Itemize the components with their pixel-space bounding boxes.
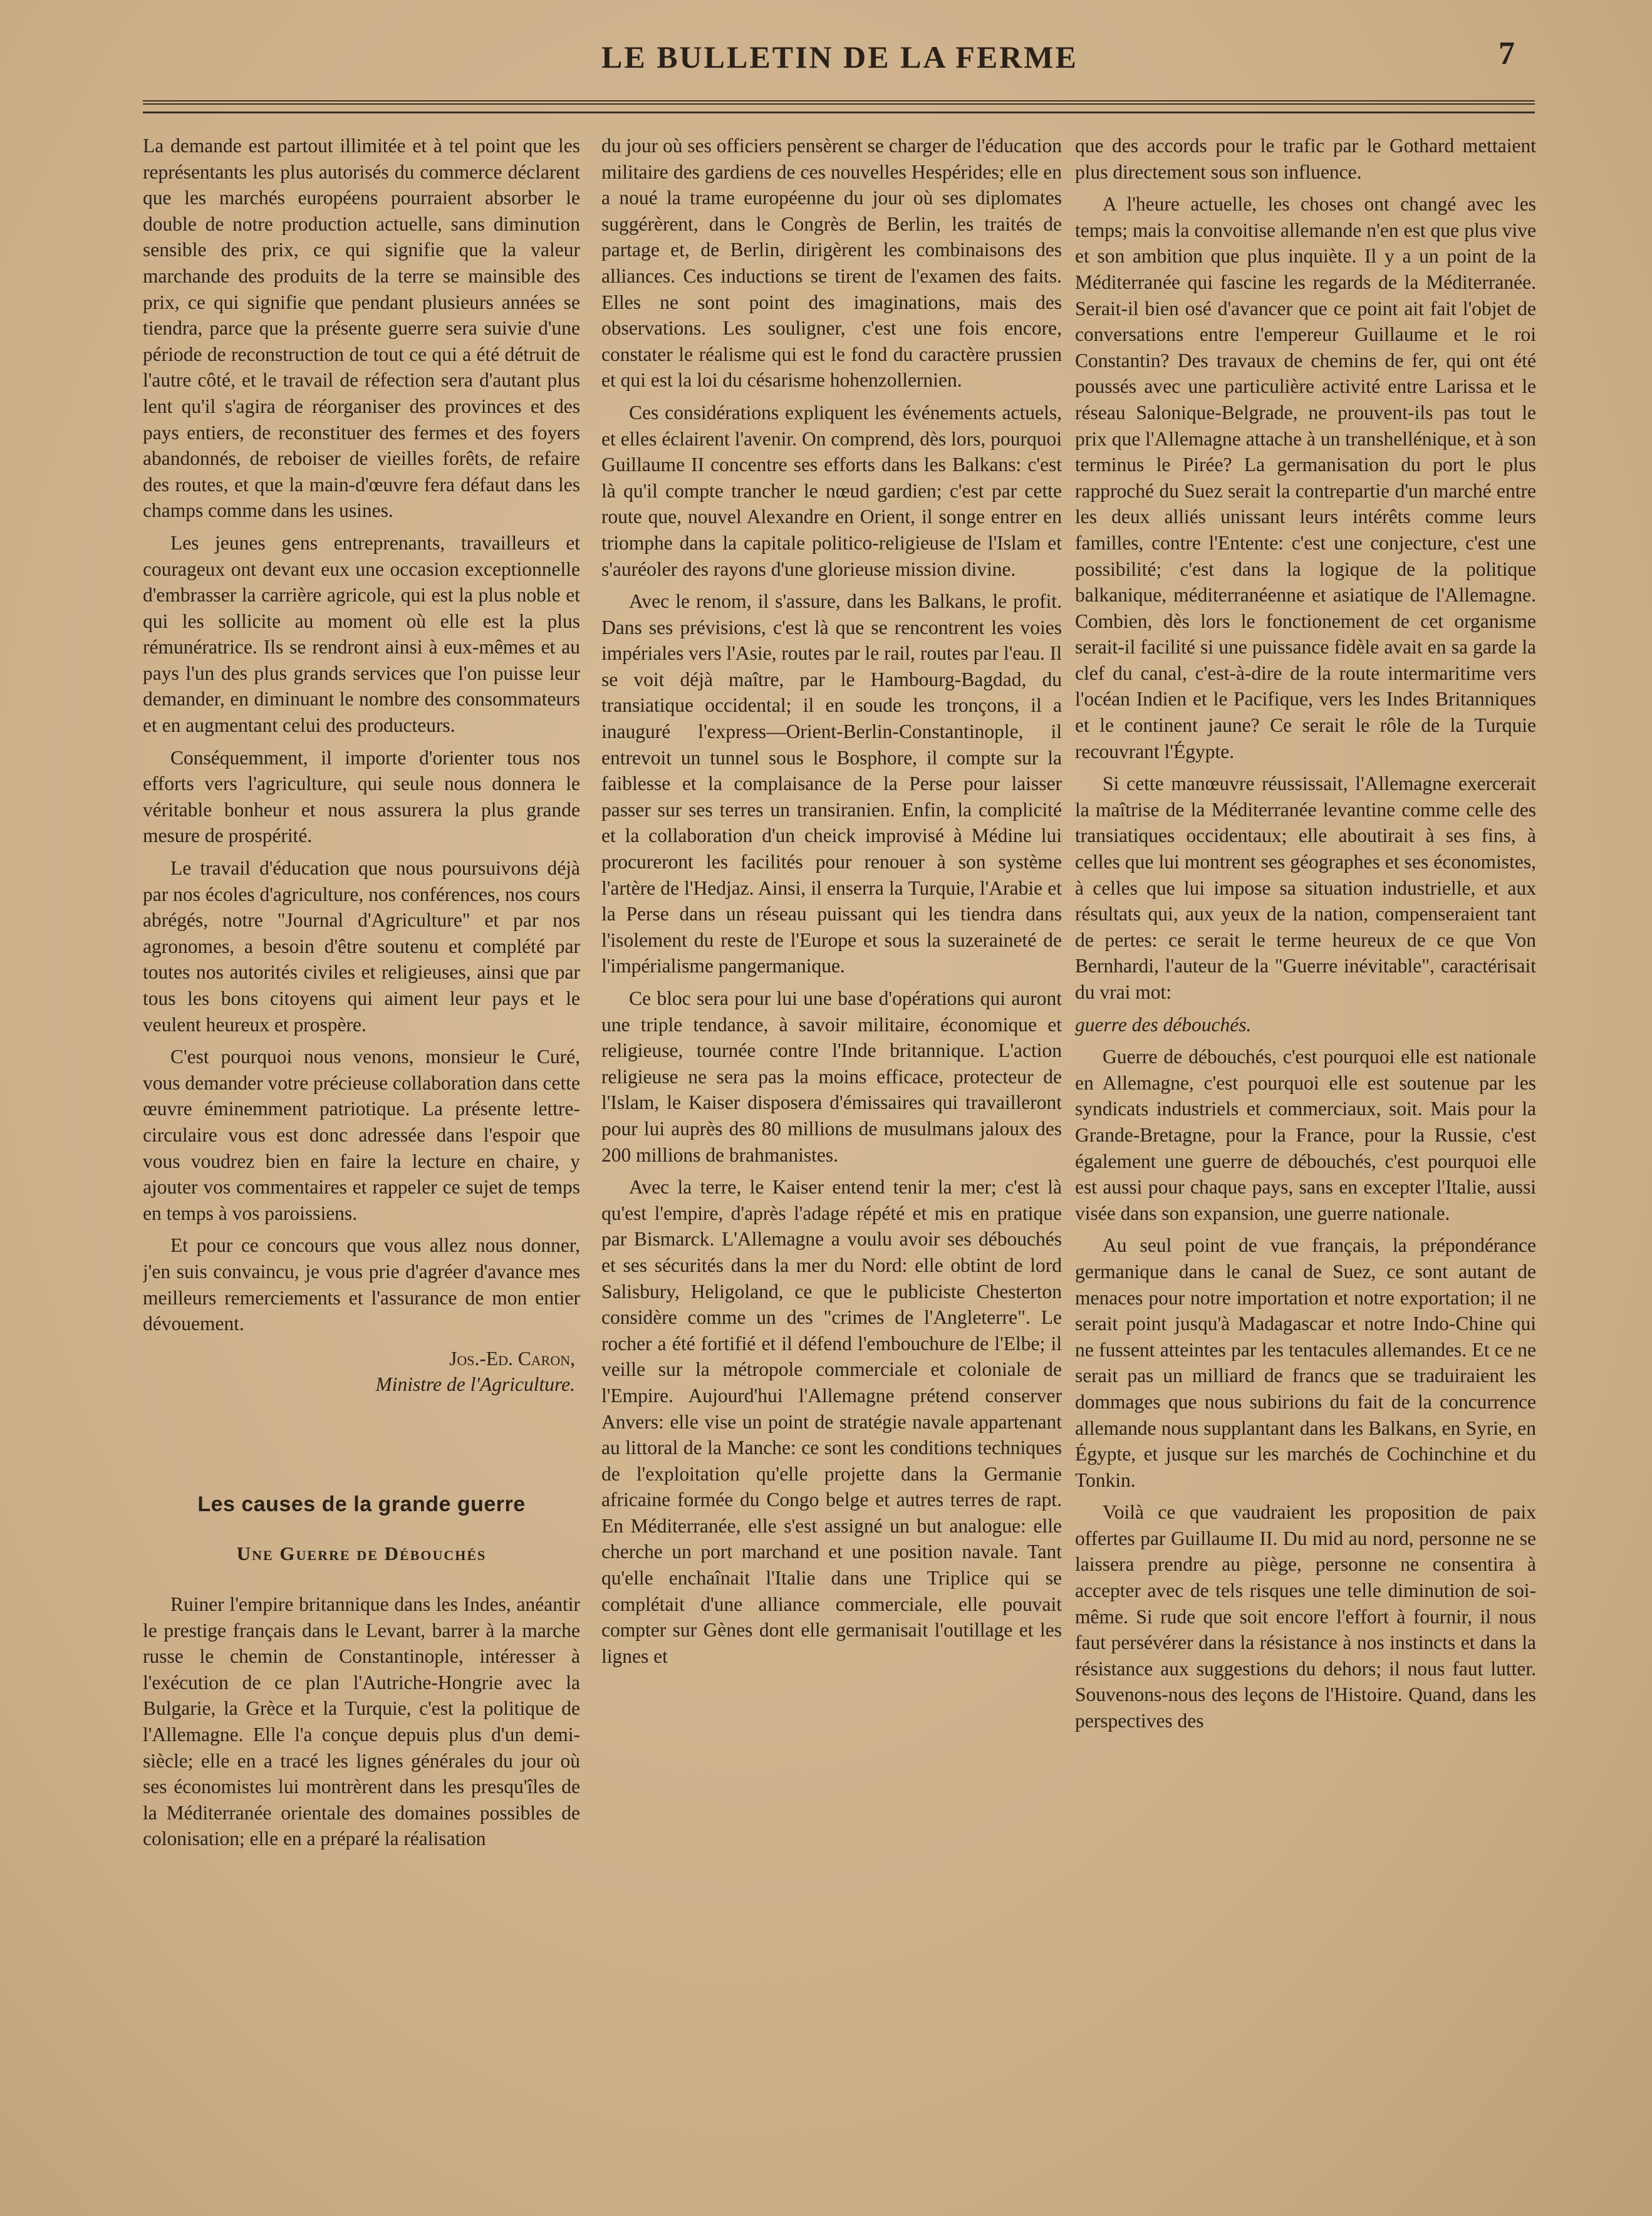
page-number: 7: [1499, 36, 1515, 71]
signature: [143, 1346, 575, 1398]
paragraph: Ruiner l'empire britannique dans les Indes, anéantir le prestige français dans le Levant, barrer à la marche russe le chemin de Constantinople, intéresser à l'exécution de ce plan l'Autriche-Hongrie avec la Bulgarie, la Grèce et la Turquie, c'est la politique de l'Allemagne. Elle l'a conçue depuis plus d'un demi-siècle; elle en a tracé les lignes générales du jour où ses économistes lui montrèrent dans les presqu'îles de la Méditerranée orientale des domaines possibles de colonisation; elle en a préparé la réalisation: [143, 1593, 580, 1850]
paragraph: Les jeunes gens entreprenants, travailleurs et courageux ont devant eux une occasion exceptionnelle d'embrasser la carrière agricole, qui est la plus noble et qui les sollicite au moment où elle est la plus rémunératrice. Ils se rendront ainsi à eux-mêmes et au pays l'un des plus grands services que l'on puisse leur demander, en diminuant le nombre des consommateurs et en augmentant celui des producteurs.: [143, 531, 580, 737]
paragraph: du jour où ses officiers pensèrent se charger de l'éducation militaire des gardiens de ces nouvelles Hespérides; elle en a noué la trame européenne du jour où ses diplomates suggérèrent, dans le Congrès de Berlin, les traités de partage et, de Berlin, dirigèrent les combinaisons des alliances. Ces inductions se tirent de l'examen des faits. Elles ne sont point des imaginations, mais des observations. Les souligner, c'est une fois encore, constater le réalisme qui est le fond du caractère prussien et qui est la loi du césarisme hohenzollernien.: [601, 135, 1062, 392]
paragraph: La demande est partout illimitée et à tel point que les représentants les plus autorisés du commerce déclarent que les marchés européens pourraient absorber le double de notre production actuelle, sans diminution sensible des prix, ce qui signifie que la valeur marchande des produits de la terre se mainsible des prix, ce qui signifie que pendant plusieurs années se tiendra, parce que la présente guerre sera suivie d'une période de reconstruction de tout ce qui a été détruit de l'autre côté, et le travail de réfection sera d'autant plus lent qu'il s'agira de réorganiser des provinces et des pays entiers, de reconstituer des fermes et des foyers abandonnés, de reboiser de vieilles forêts, de refaire des routes, et que la main-d'œuvre fera défaut dans les champs comme dans les usines.: [143, 135, 580, 522]
paragraph: Guerre de débouchés, c'est pourquoi elle est nationale en Allemagne, c'est pourquoi elle est soutenue par les syndicats industriels et commerciaux, soit. Mais pour la Grande-Bretagne, pour la France, pour la Russie, c'est également une guerre de débouchés, c'est pourquoi elle est aussi pour chaque pays, sans en excepter l'Italie, aussi visée dans son expansion, une guerre nationale.: [1075, 1046, 1536, 1224]
running-header-title: LE BULLETIN DE LA FERME: [601, 39, 1078, 75]
paragraph: Voilà ce que vaudraient les proposition de paix offertes par Guillaume II. Du mid au nord, personne ne se laissera prendre au piège, personne ne consentira à accepter avec de tels risques une telle diminution de soi-même. Si rude que soit encore l'effort à fournir, il nous faut persévérer dans la résistance à nos instincts et dans la résistance aux suggestions du dehors; il nous faut lutter. Souvenons-nous des leçons de l'Histoire. Quand, dans les perspectives des: [1075, 1501, 1536, 1732]
paragraph: Conséquemment, il importe d'orienter tous nos efforts vers l'agriculture, qui seule nous donnera le véritable bonheur et nous assurera la plus grande mesure de prospérité.: [143, 746, 580, 847]
paragraph: Ce bloc sera pour lui une base d'opérations qui auront une triple tendance, à savoir militaire, économique et religieuse, tournée contre l'Inde britannique. L'action religieuse ne sera pas la moins efficace, protecteur de l'Islam, le Kaiser disposera d'émissaires qui travailleront pour lui auprès des 80 millions de musulmans jaloux des 200 millions de brahmanistes.: [601, 987, 1062, 1166]
paragraph: Avec la terre, le Kaiser entend tenir la mer; c'est là qu'est l'empire, d'après l'adage répété et mis en pratique par Bismarck. L'Allemagne a voulu avoir ses débouchés et ses sécurités dans la mer du Nord: elle obtint de lord Salisbury, Heligoland, ce que le publiciste Chesterton considère comme un des "crimes de l'Angleterre". Le rocher a été fortifié et il défend l'embouchure de l'Elbe; il veille sur la métropole commerciale et coloniale de l'Empire. Aujourd'hui l'Allemagne prétend conserver Anvers: elle vise un point de stratégie navale appartenant au littoral de la Manche: ce sont les conditions techniques de l'exploitation qu'elle projette dans la Germanie africaine formée du Congo belge et autres terres de rapt. En Méditerranée, elle s'est assigné un but analogue: elle cherche un port marchand et une position navale. Tant qu'elle enchaînait l'Italie dans une Triplice qui se complétait d'une alliance commerciale, elle pouvait compter sur Gènes dont elle germanisait l'outillage et les lignes et: [601, 1176, 1062, 1667]
column-2: [601, 133, 1062, 2069]
header-rule: [143, 100, 1535, 105]
header-rule-thin: [143, 112, 1535, 113]
paragraph: Ces considérations expliquent les événements actuels, et elles éclairent l'avenir. On comprend, dès lors, pourquoi Guillaume II concentre ses efforts dans les Balkans: c'est là qu'il compte trancher le nœud gardien; c'est par cette route que, nouvel Alexandre en Orient, il songe entrer en triomphe dans la capitale politico-religieuse de l'Islam et s'auréoler des rayons d'une glorieuse mission divine.: [601, 401, 1062, 580]
paragraph: Avec le renom, il s'assure, dans les Balkans, le profit. Dans ses prévisions, c'est là que se rencontrent les voies impériales vers l'Asie, routes par le rail, routes par l'eau. Il se voit déjà maître, par le Hambourg-Bagdad, du transiatique occidental; il en soude les tronçons, il a inauguré l'express—Orient-Berlin-Constantinople, il entrevoit un tunnel sous le Bosphore, il compte sur la faiblesse et la complaisance de la Perse pour laisser passer sur ses terres un transiranien. Enfin, la complicité et la collaboration d'un cheick improvisé à Médine lui procureront les facilités pour renouer à son système l'artère de l'Hedjaz. Ainsi, il enserra la Turquie, l'Arabie et la Perse dans un réseau puissant qui les tiendra dans l'isolement du reste de l'Europe et sous la suzeraineté de l'impérialisme pangermanique.: [601, 590, 1062, 977]
signature-name: Jos.-Ed. Caron,: [449, 1347, 575, 1370]
paragraph: Et pour ce concours que vous allez nous donner, j'en suis convaincu, je vous prie d'agréer d'avance mes meilleurs remerciements et l'assurance de mon entier dévouement.: [143, 1234, 580, 1335]
paragraph: Si cette manœuvre réussissait, l'Allemagne exercerait la maîtrise de la Méditerranée levantine comme celle des transiatiques occidentaux; elle aboutirait à ses fins, à celles que lui montrent ses géographes et ses économistes, à celles que lui impose sa situation industrielle, et aux résultats qui, aux yeux de la nation, compenseraient tant de pertes: ce serait le terme heureux de ce que Von Bernhardi, l'auteur de la "Guerre inévitable", caractérisait du vrai mot:: [1075, 772, 1536, 1003]
article-title: Les causes de la grande guerre: [197, 1492, 526, 1516]
signature-role: Ministre de l'Agriculture.: [375, 1373, 575, 1396]
paragraph: Au seul point de vue français, la prépondérance germanique dans le canal de Suez, ce sont autant de menaces pour notre importation et notre exportation; il ne serait point jusqu'à Madagascar et notre Indo-Chine qui ne fussent atteintes par les tentacules allemandes. Et ce ne serait pas un milliard de francs que se traduiraient les dommages que nous subirions du fait de la concurrence allemande nous supplantant dans les Balkans, en Syrie, en Égypte, et jusque sur les marchés de Cochinchine et du Tonkin.: [1075, 1234, 1536, 1491]
paragraph: C'est pourquoi nous venons, monsieur le Curé, vous demander votre précieuse collaboration dans cette œuvre éminemment patriotique. La présente lettre-circulaire vous est donc adressée dans l'espoir que vous voudrez bien en faire la lecture en chaire, y ajouter vos commentaires et rappeler ce sujet de temps en temps à vos paroissiens.: [143, 1046, 580, 1224]
article-subtitle: Une Guerre de Débouchés: [236, 1542, 487, 1564]
paragraph: que des accords pour le trafic par le Gothard mettaient plus directement sous son influence.: [1075, 135, 1536, 183]
column-3: [1075, 133, 1536, 2069]
paragraph: Le travail d'éducation que nous poursuivons déjà par nos écoles d'agriculture, nos conférences, nos cours abrégés, notre "Journal d'Agriculture" et par nos agronomes, a besoin d'être soutenu et complété par toutes nos autorités civiles et religieuses, ainsi que par tous les bons citoyens qui aiment leur pays et le veulent heureux et prospère.: [143, 857, 580, 1036]
italic-phrase: guerre des débouchés.: [1075, 1013, 1252, 1036]
paragraph-italic: [1075, 1012, 1536, 1038]
paragraph: A l'heure actuelle, les choses ont changé avec les temps; mais la convoitise allemande n'en est que plus vive et son ambition que plus inquiète. Il y a un point de la Méditerranée qui fascine les regards de la Méditerranée. Serait-il bien osé d'avancer que ce point ait fait l'objet de conversations entre l'empereur Guillaume et le roi Constantin? Des travaux de chemins de fer, qui ont été poussés avec une particulière activité entre Larissa et le réseau Salonique-Belgrade, ne prouvent-ils pas tout le prix que l'Allemagne attache à un transhellénique, et à son terminus le Pirée? La germanisation du port le plus rapproché du Suez serait la contrepartie d'un marché entre les deux alliés unissant leurs intérêts comme leurs familles, contre l'Entente: c'est une conjecture, c'est une possibilité; c'est dans la logique de la politique balkanique, méditerranéenne et asiatique de l'Allemagne. Combien, dès lors le fonctionement de cet organisme serait-il facilité si une puissance fidèle avait en sa garde la clef du canal, c'est-à-dire de la route intermaritime vers l'océan Indien et le Pacifique, vers les Indes Britanniques et le continent jaune? Ce serait le rôle de la Turquie recouvrant l'Égypte.: [1075, 193, 1536, 762]
column-1: [143, 133, 580, 2069]
